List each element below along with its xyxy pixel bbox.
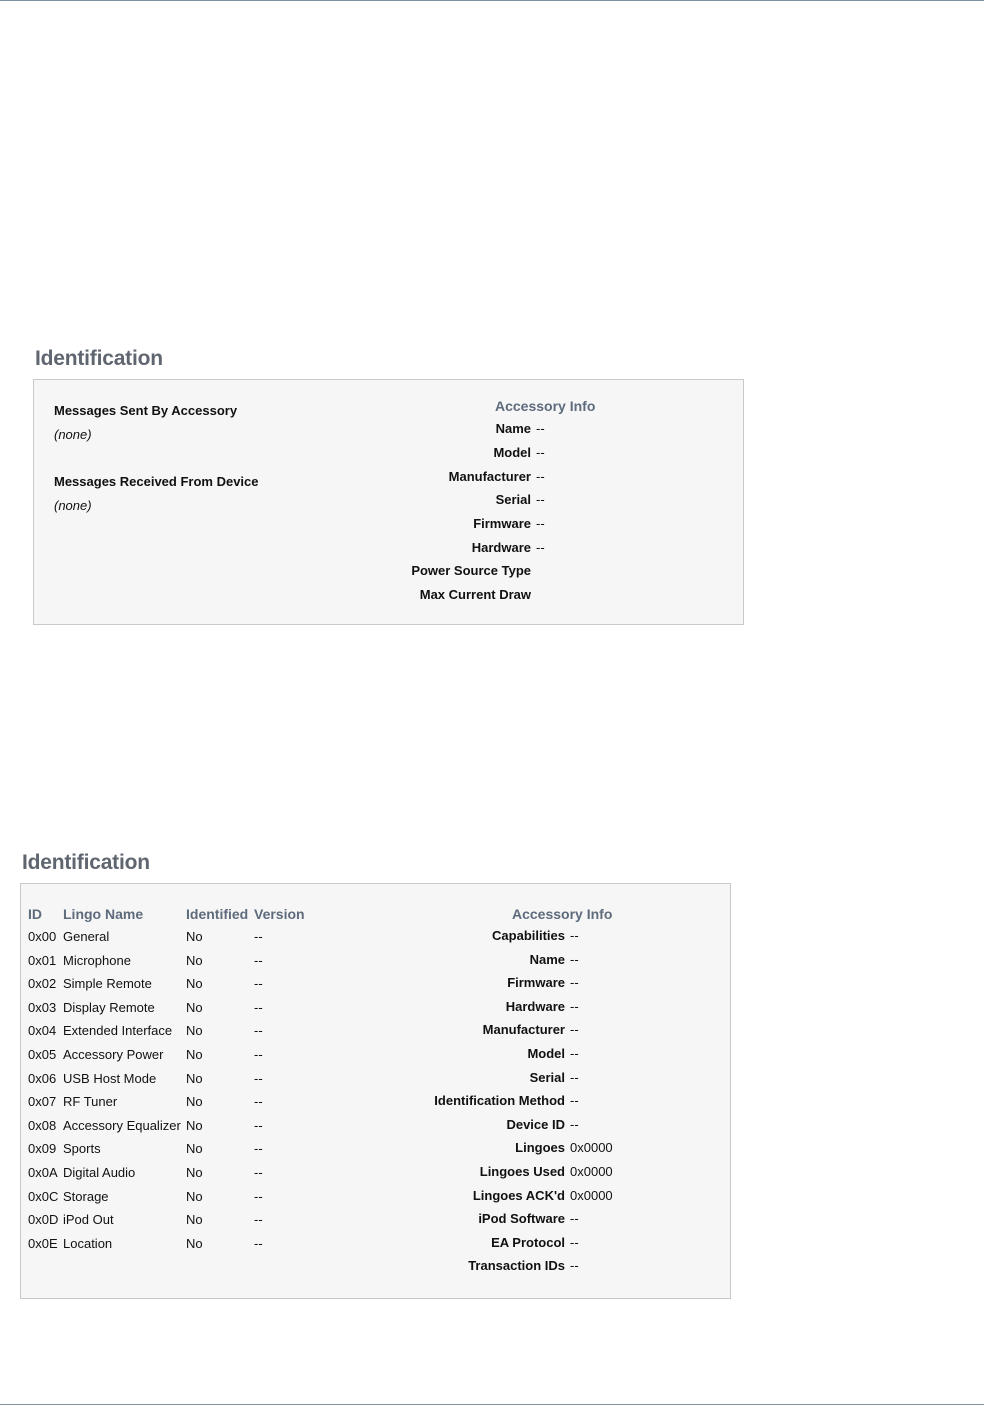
messages-sent-heading: Messages Sent By Accessory — [54, 403, 238, 418]
lingo-id: 0x0D — [28, 1212, 59, 1228]
lingo-name: Microphone — [63, 952, 131, 968]
info-value: -- — [570, 998, 579, 1014]
lingo-name: iPod Out — [63, 1212, 114, 1228]
lingo-name: Accessory Equalizer — [63, 1117, 181, 1133]
info-row — [21, 1258, 579, 1278]
info-row — [21, 928, 579, 948]
column-header-id: ID — [28, 906, 42, 922]
info-label: Model — [527, 1046, 565, 1061]
info-value: -- — [536, 540, 545, 555]
info-row-hardware — [34, 540, 545, 560]
info-value: -- — [570, 928, 579, 943]
bottom-divider — [0, 1404, 984, 1405]
lingo-identified: No — [186, 1117, 203, 1133]
lingo-identified: No — [186, 1023, 203, 1039]
messages-received-heading: Messages Received From Device — [54, 474, 259, 489]
lingo-identified: No — [186, 976, 203, 992]
lingo-version: -- — [254, 1188, 263, 1204]
column-header-identified: Identified — [186, 906, 249, 922]
info-row-serial — [34, 492, 545, 512]
lingo-name: Extended Interface — [63, 1023, 173, 1039]
lingo-id: 0x0A — [28, 1165, 58, 1180]
info-value: -- — [570, 1258, 579, 1274]
info-row — [21, 1022, 579, 1042]
info-value: -- — [536, 421, 545, 436]
info-label: Lingoes — [515, 1140, 565, 1156]
info-value: -- — [536, 469, 545, 484]
lingo-name: Location — [63, 1235, 113, 1251]
info-label: Hardware — [471, 540, 531, 555]
info-label: Max Current Draw — [419, 587, 531, 602]
info-row — [21, 1164, 613, 1184]
lingo-identified: No — [186, 929, 203, 944]
info-label: Capabilities — [492, 928, 565, 943]
lingo-version: -- — [254, 1235, 263, 1251]
lingo-id: 0x05 — [28, 1047, 57, 1062]
lingo-version: -- — [254, 1023, 263, 1039]
lingo-version: -- — [254, 999, 263, 1015]
info-row-firmware — [34, 516, 545, 536]
info-row — [21, 1069, 579, 1090]
info-value: -- — [536, 492, 545, 507]
lingo-version: -- — [254, 1165, 263, 1180]
lingo-name: Simple Remote — [63, 976, 152, 992]
lingo-identified: No — [186, 1141, 203, 1157]
info-value: -- — [570, 1116, 579, 1132]
lingo-id: 0x00 — [28, 929, 57, 944]
info-row — [21, 998, 579, 1019]
lingo-name: General — [63, 929, 110, 944]
info-label: Model — [493, 445, 531, 460]
lingo-id: 0x0C — [28, 1188, 59, 1204]
info-label: EA Protocol — [491, 1234, 565, 1250]
info-row-name — [34, 421, 545, 441]
lingo-identified: No — [186, 1165, 203, 1180]
column-header-version: Version — [254, 906, 305, 922]
info-value: -- — [570, 1211, 579, 1227]
info-label: Manufacturer — [448, 469, 531, 484]
column-header-lingo-name: Lingo Name — [63, 906, 144, 922]
messages-received-value: (none) — [54, 498, 92, 513]
lingo-name: Sports — [63, 1141, 101, 1157]
info-value: 0x0000 — [570, 1187, 613, 1203]
info-value: 0x0000 — [570, 1140, 613, 1156]
lingo-version: -- — [254, 1070, 263, 1086]
info-label: Name — [495, 421, 531, 436]
info-row — [21, 1211, 579, 1231]
info-label: Serial — [495, 492, 531, 507]
accessory-info-heading: Accessory Info — [495, 398, 596, 414]
lingo-identified: No — [186, 1047, 203, 1062]
lingo-name: RF Tuner — [63, 1094, 118, 1110]
info-row — [21, 951, 579, 972]
info-label: Identification Method — [434, 1093, 565, 1109]
info-row — [21, 1116, 579, 1137]
lingo-identified: No — [186, 1212, 203, 1228]
info-row — [21, 1234, 579, 1255]
section-title: Identification — [22, 851, 150, 874]
info-value: -- — [570, 1234, 579, 1250]
lingo-version: -- — [254, 952, 263, 968]
lingo-identified: No — [186, 1188, 203, 1204]
lingo-id: 0x0E — [28, 1235, 58, 1251]
info-label: Transaction IDs — [468, 1258, 565, 1274]
lingo-id: 0x08 — [28, 1117, 57, 1133]
messages-sent-value: (none) — [54, 427, 92, 442]
info-value: -- — [570, 1069, 579, 1085]
lingo-name: Storage — [63, 1188, 109, 1204]
info-value: -- — [536, 445, 545, 460]
info-row-model — [34, 445, 545, 465]
info-label: Device ID — [506, 1116, 565, 1132]
info-row — [21, 1140, 613, 1160]
lingo-version: -- — [254, 1141, 263, 1157]
lingo-identified: No — [186, 999, 203, 1015]
info-label: Firmware — [473, 516, 531, 531]
lingo-version: -- — [254, 976, 263, 992]
info-label: Firmware — [507, 975, 565, 991]
lingo-name: USB Host Mode — [63, 1070, 157, 1086]
info-label: Lingoes ACK'd — [472, 1187, 565, 1203]
info-row — [21, 1093, 579, 1113]
lingo-identified: No — [186, 1235, 203, 1251]
info-value: -- — [570, 951, 579, 967]
info-row — [21, 1046, 579, 1066]
lingo-id: 0x07 — [28, 1094, 57, 1110]
info-row-manufacturer — [34, 469, 545, 489]
lingo-id: 0x02 — [28, 976, 57, 992]
lingo-identified: No — [186, 1094, 203, 1110]
identification-panel-accessory — [33, 379, 744, 625]
info-value: -- — [570, 1093, 579, 1109]
info-label: iPod Software — [478, 1211, 565, 1227]
info-row — [21, 1187, 613, 1208]
lingo-version: -- — [254, 929, 263, 944]
identification-panel-lingoes — [20, 883, 731, 1299]
section-title: Identification — [35, 347, 163, 370]
info-label: Serial — [529, 1069, 565, 1085]
info-value: 0x0000 — [570, 1164, 613, 1179]
lingo-id: 0x03 — [28, 999, 57, 1015]
accessory-info-heading: Accessory Info — [512, 906, 613, 922]
top-divider — [0, 0, 984, 1]
info-label: Name — [529, 951, 565, 967]
lingo-version: -- — [254, 1047, 263, 1062]
info-label: Power Source Type — [411, 563, 531, 578]
lingo-id: 0x04 — [28, 1023, 57, 1039]
lingo-version: -- — [254, 1094, 263, 1110]
lingo-identified: No — [186, 952, 203, 968]
lingo-id: 0x06 — [28, 1070, 57, 1086]
info-label: Manufacturer — [482, 1022, 565, 1038]
info-label: Lingoes Used — [479, 1164, 565, 1179]
info-label: Hardware — [505, 998, 565, 1014]
lingo-version: -- — [254, 1212, 263, 1228]
info-row — [21, 975, 579, 995]
lingo-version: -- — [254, 1117, 263, 1133]
lingo-name: Digital Audio — [63, 1165, 136, 1180]
info-value: -- — [570, 1022, 579, 1038]
info-row-max-current-draw — [34, 587, 531, 607]
lingo-id: 0x01 — [28, 952, 57, 968]
info-value: -- — [570, 975, 579, 991]
lingo-identified: No — [186, 1070, 203, 1086]
lingo-name: Display Remote — [63, 999, 155, 1015]
lingo-id: 0x09 — [28, 1141, 57, 1157]
info-value: -- — [570, 1046, 579, 1061]
info-value: -- — [536, 516, 545, 531]
info-row-power-source-type — [34, 563, 531, 583]
lingo-name: Accessory Power — [63, 1047, 164, 1062]
